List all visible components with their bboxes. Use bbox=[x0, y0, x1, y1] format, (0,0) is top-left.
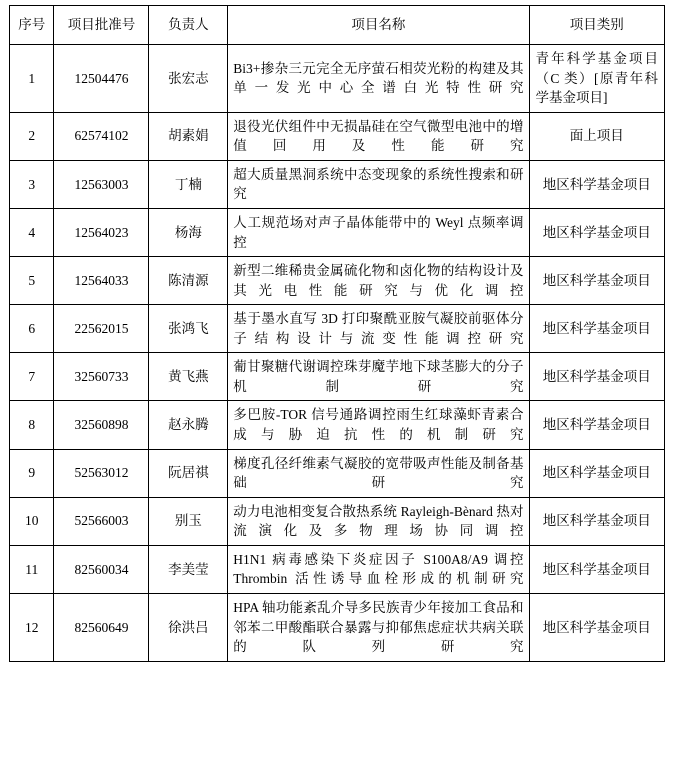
cell-code: 12563003 bbox=[54, 160, 149, 208]
cell-name: HPA 轴功能紊乱介导多民族青少年接加工食品和邻苯二甲酸酯联合暴露与抑郁焦虑症状共病关联的队列研究 bbox=[228, 593, 529, 661]
table-row bbox=[10, 545, 665, 593]
cell-lead: 阮居祺 bbox=[149, 449, 228, 497]
cell-category: 地区科学基金项目 bbox=[529, 208, 664, 256]
cell-lead: 赵永腾 bbox=[149, 401, 228, 449]
cell-lead: 陈清源 bbox=[149, 257, 228, 305]
cell-category: 地区科学基金项目 bbox=[529, 545, 664, 593]
cell-lead: 徐洪吕 bbox=[149, 593, 228, 661]
cell-code: 62574102 bbox=[54, 112, 149, 160]
cell-code: 32560733 bbox=[54, 353, 149, 401]
grant-projects-table bbox=[9, 5, 665, 662]
cell-lead: 胡素娟 bbox=[149, 112, 228, 160]
column-header-lead: 负责人 bbox=[149, 6, 228, 45]
cell-name: Bi3+掺杂三元完全无序萤石相荧光粉的构建及其单一发光中心全谱白光特性研究 bbox=[228, 45, 529, 113]
cell-category: 面上项目 bbox=[529, 112, 664, 160]
cell-lead: 李美莹 bbox=[149, 545, 228, 593]
cell-no: 10 bbox=[10, 497, 54, 545]
table-header-row bbox=[10, 6, 665, 45]
cell-category: 地区科学基金项目 bbox=[529, 353, 664, 401]
table-row bbox=[10, 305, 665, 353]
cell-code: 32560898 bbox=[54, 401, 149, 449]
cell-lead: 别玉 bbox=[149, 497, 228, 545]
cell-no: 11 bbox=[10, 545, 54, 593]
cell-category: 地区科学基金项目 bbox=[529, 449, 664, 497]
cell-category: 地区科学基金项目 bbox=[529, 160, 664, 208]
cell-lead: 丁楠 bbox=[149, 160, 228, 208]
cell-category: 地区科学基金项目 bbox=[529, 305, 664, 353]
cell-no: 12 bbox=[10, 593, 54, 661]
cell-code: 82560034 bbox=[54, 545, 149, 593]
cell-name: 人工规范场对声子晶体能带中的 Weyl 点频率调控 bbox=[228, 208, 529, 256]
cell-name: 葡甘聚糖代谢调控珠芽魔芋地下球茎膨大的分子机制研究 bbox=[228, 353, 529, 401]
cell-name: 动力电池相变复合散热系统 Rayleigh-Bènard 热对流演化及多物理场协同调控 bbox=[228, 497, 529, 545]
cell-code: 52566003 bbox=[54, 497, 149, 545]
cell-name: H1N1 病毒感染下炎症因子 S100A8/A9 调控 Thrombin 活性诱导血栓形成的机制研究 bbox=[228, 545, 529, 593]
cell-no: 1 bbox=[10, 45, 54, 113]
cell-category: 地区科学基金项目 bbox=[529, 497, 664, 545]
cell-name: 超大质量黑洞系统中态变现象的系统性搜索和研究 bbox=[228, 160, 529, 208]
cell-category: 地区科学基金项目 bbox=[529, 257, 664, 305]
cell-code: 12564023 bbox=[54, 208, 149, 256]
table-row bbox=[10, 401, 665, 449]
cell-no: 9 bbox=[10, 449, 54, 497]
cell-name: 多巴胺-TOR 信号通路调控雨生红球藻虾青素合成与胁迫抗性的机制研究 bbox=[228, 401, 529, 449]
cell-name: 梯度孔径纤维素气凝胶的宽带吸声性能及制备基础研究 bbox=[228, 449, 529, 497]
cell-no: 3 bbox=[10, 160, 54, 208]
column-header-code: 项目批准号 bbox=[54, 6, 149, 45]
table-row bbox=[10, 112, 665, 160]
table-row bbox=[10, 45, 665, 113]
table-row bbox=[10, 160, 665, 208]
table-row bbox=[10, 449, 665, 497]
table-body bbox=[10, 45, 665, 662]
cell-code: 12504476 bbox=[54, 45, 149, 113]
cell-category: 地区科学基金项目 bbox=[529, 593, 664, 661]
table-row bbox=[10, 497, 665, 545]
cell-no: 8 bbox=[10, 401, 54, 449]
cell-code: 52563012 bbox=[54, 449, 149, 497]
cell-no: 5 bbox=[10, 257, 54, 305]
cell-code: 22562015 bbox=[54, 305, 149, 353]
cell-lead: 黄飞燕 bbox=[149, 353, 228, 401]
cell-lead: 张宏志 bbox=[149, 45, 228, 113]
cell-no: 4 bbox=[10, 208, 54, 256]
cell-name: 新型二维稀贵金属硫化物和卤化物的结构设计及其光电性能研究与优化调控 bbox=[228, 257, 529, 305]
table-row bbox=[10, 257, 665, 305]
cell-no: 2 bbox=[10, 112, 54, 160]
cell-lead: 张鸿飞 bbox=[149, 305, 228, 353]
table-row bbox=[10, 353, 665, 401]
cell-category: 青年科学基金项目（C 类）[原青年科学基金项目] bbox=[529, 45, 664, 113]
table-header bbox=[10, 6, 665, 45]
cell-name: 基于墨水直写 3D 打印聚酰亚胺气凝胶前驱体分子结构设计与流变性能调控研究 bbox=[228, 305, 529, 353]
column-header-category: 项目类别 bbox=[529, 6, 664, 45]
column-header-no: 序号 bbox=[10, 6, 54, 45]
cell-category: 地区科学基金项目 bbox=[529, 401, 664, 449]
cell-no: 6 bbox=[10, 305, 54, 353]
table-row bbox=[10, 593, 665, 661]
cell-lead: 杨海 bbox=[149, 208, 228, 256]
cell-code: 12564033 bbox=[54, 257, 149, 305]
cell-code: 82560649 bbox=[54, 593, 149, 661]
cell-name: 退役光伏组件中无损晶硅在空气微型电池中的增值回用及性能研究 bbox=[228, 112, 529, 160]
table-row bbox=[10, 208, 665, 256]
cell-no: 7 bbox=[10, 353, 54, 401]
column-header-name: 项目名称 bbox=[228, 6, 529, 45]
